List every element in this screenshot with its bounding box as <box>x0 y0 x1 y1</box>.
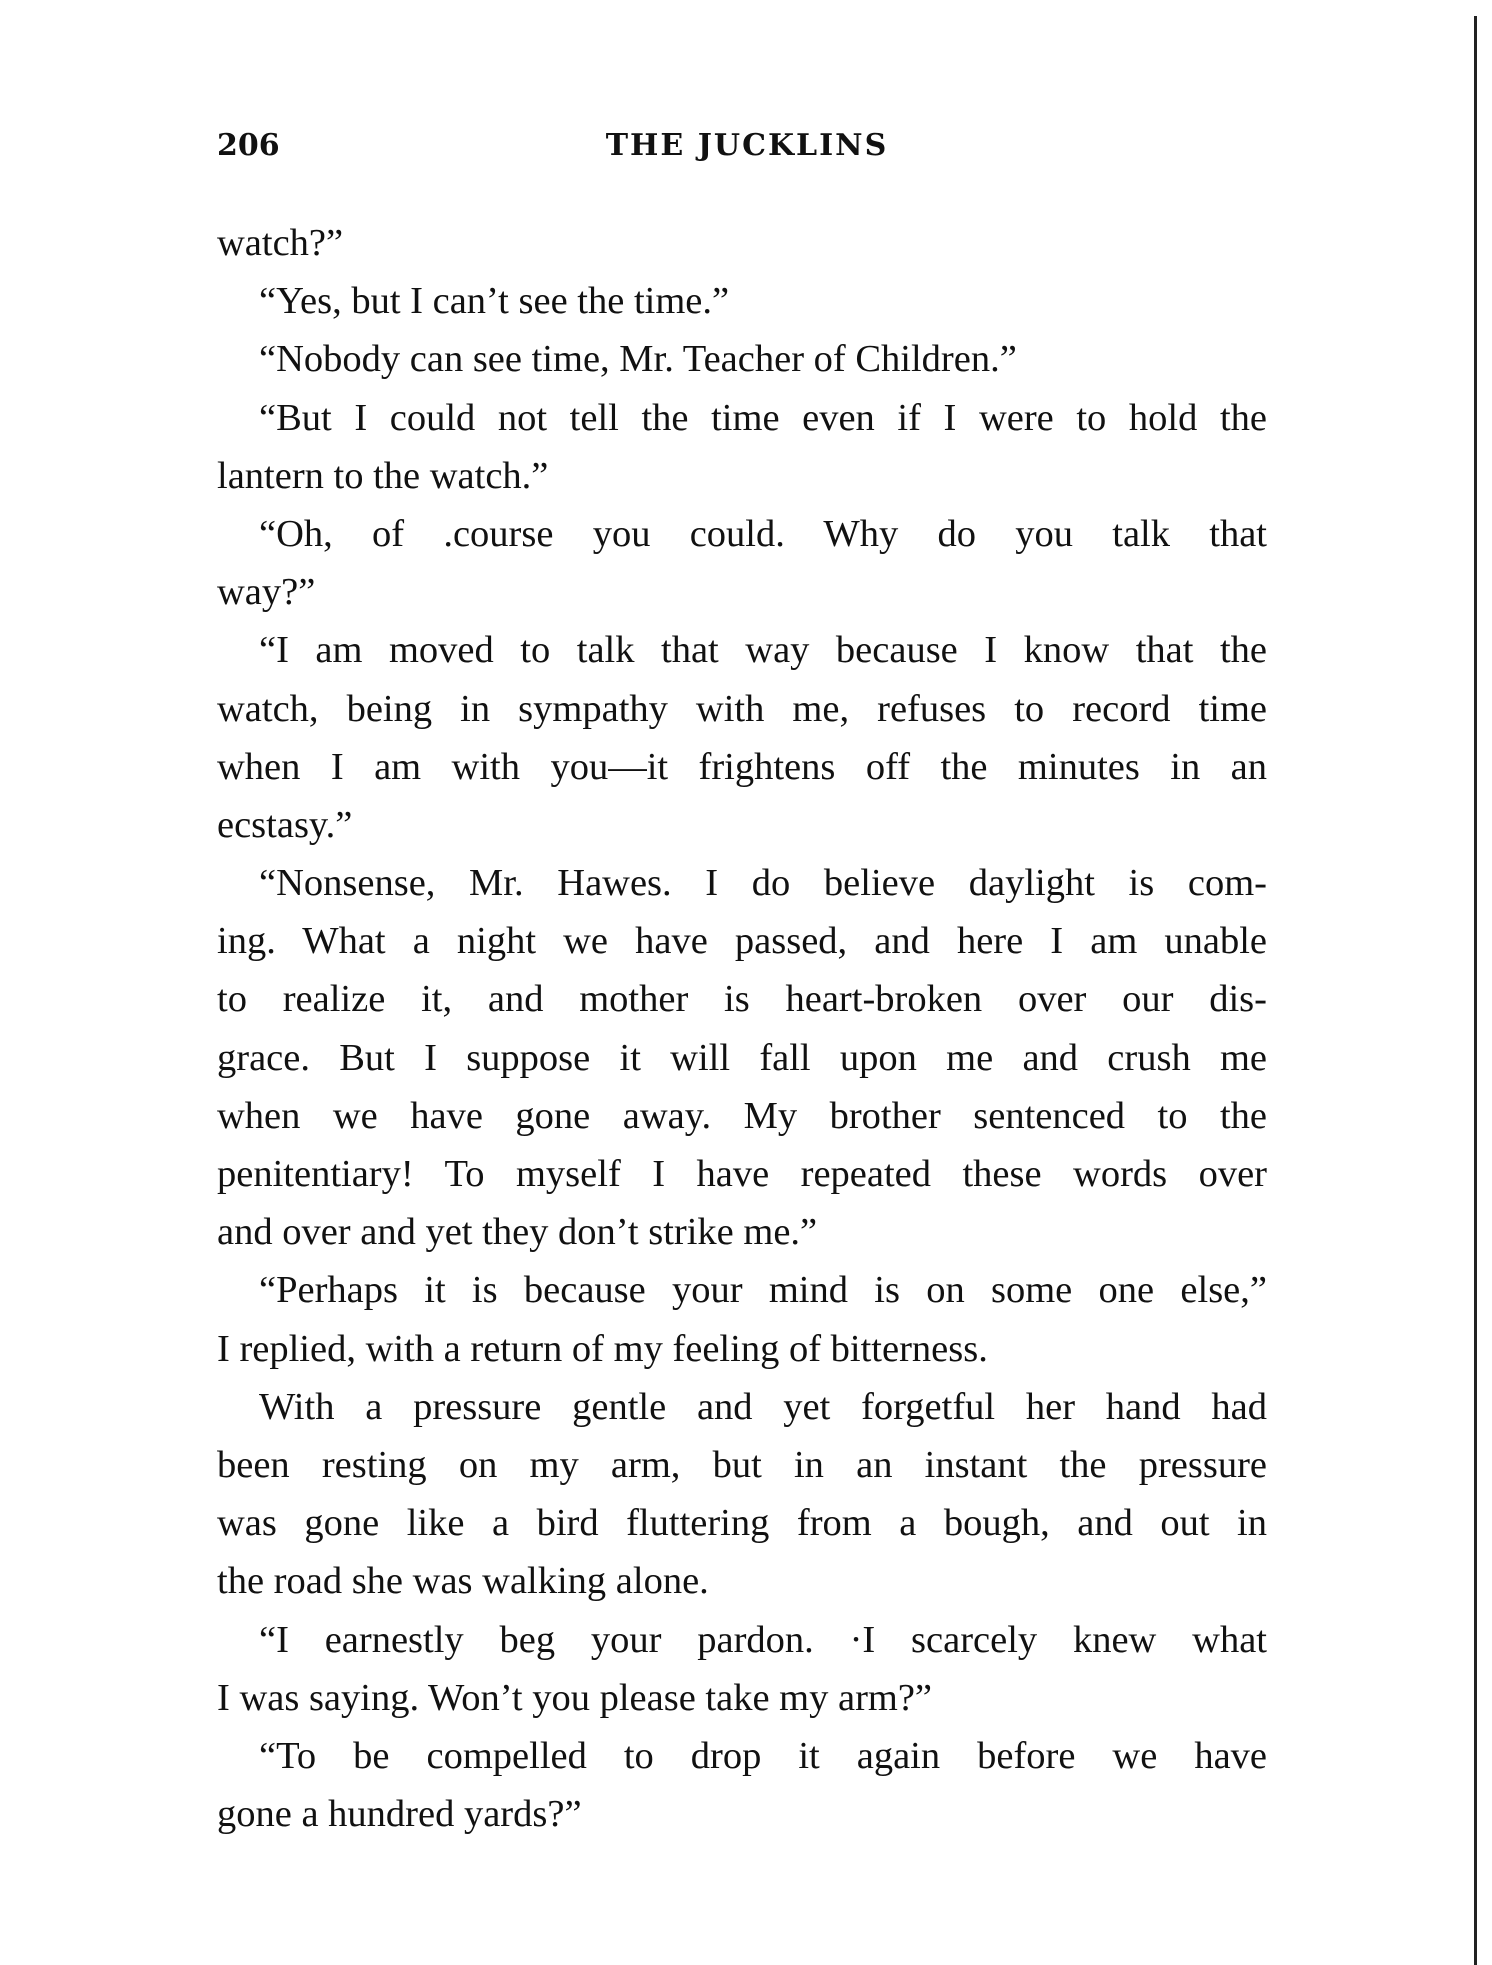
paragraph <box>217 1382 1267 1615</box>
text-line: ecstasy.” <box>217 803 353 846</box>
text-line: With a pressure gentle and yet forgetful her hand had <box>259 1385 1267 1428</box>
page-number: 206 <box>217 128 280 163</box>
text-line: “Nobody can see time, Mr. Teacher of Children.” <box>259 338 1017 381</box>
text-line: lantern to the watch.” <box>217 454 549 497</box>
text-line: to realize it, and mother is heart-broken over our dis- <box>217 978 1267 1021</box>
text-line: ing. What a night we have passed, and here I am unable <box>217 920 1267 963</box>
text-line: when we have gone away. My brother sentenced to the <box>217 1094 1267 1137</box>
text-line: watch?” <box>217 222 344 264</box>
running-header <box>217 128 1267 172</box>
text-line: when I am with you—it frightens off the minutes in an <box>217 745 1267 788</box>
text-line: “To be compelled to drop it again before we have <box>259 1734 1267 1777</box>
paragraph <box>217 334 1267 392</box>
text-line: “Nonsense, Mr. Hawes. I do believe daylight is com- <box>259 862 1267 905</box>
paragraph <box>217 218 1267 276</box>
body-text <box>217 218 1267 1847</box>
running-title: THE JUCKLINS <box>605 128 889 163</box>
text-line: and over and yet they don’t strike me.” <box>217 1211 818 1254</box>
text-line: “Yes, but I can’t see the time.” <box>259 280 730 323</box>
paragraph <box>217 509 1267 625</box>
text-line: I was saying. Won’t you please take my arm?” <box>217 1676 933 1719</box>
paragraph <box>217 625 1267 858</box>
paragraph <box>217 858 1267 1265</box>
text-line: was gone like a bird fluttering from a bough, and out in <box>217 1502 1267 1545</box>
text-line: the road she was walking alone. <box>217 1560 709 1603</box>
text-line: “Perhaps it is because your mind is on some one else,” <box>259 1269 1267 1312</box>
text-line: “I am moved to talk that way because I know that the <box>259 629 1267 672</box>
text-line: grace. But I suppose it will fall upon me and crush me <box>217 1036 1267 1079</box>
page-edge-shadow <box>1474 16 1477 1965</box>
text-line: watch, being in sympathy with me, refuses to record time <box>217 687 1267 730</box>
text-line: “But I could not tell the time even if I were to hold the <box>259 396 1267 439</box>
paragraph <box>217 1731 1267 1847</box>
paragraph <box>217 1615 1267 1731</box>
text-line: been resting on my arm, but in an instant the pressure <box>217 1443 1267 1486</box>
text-line: way?” <box>217 571 316 614</box>
text-line: gone a hundred yards?” <box>217 1793 582 1836</box>
paragraph <box>217 276 1267 334</box>
paragraph <box>217 1265 1267 1381</box>
text-line: “Oh, of .course you could. Why do you talk that <box>259 512 1267 555</box>
text-line: penitentiary! To myself I have repeated these words over <box>217 1153 1267 1195</box>
text-line: “I earnestly beg your pardon. ·I scarcely knew what <box>259 1618 1267 1661</box>
paragraph <box>217 393 1267 509</box>
text-line: I replied, with a return of my feeling of bitterness. <box>217 1327 988 1370</box>
